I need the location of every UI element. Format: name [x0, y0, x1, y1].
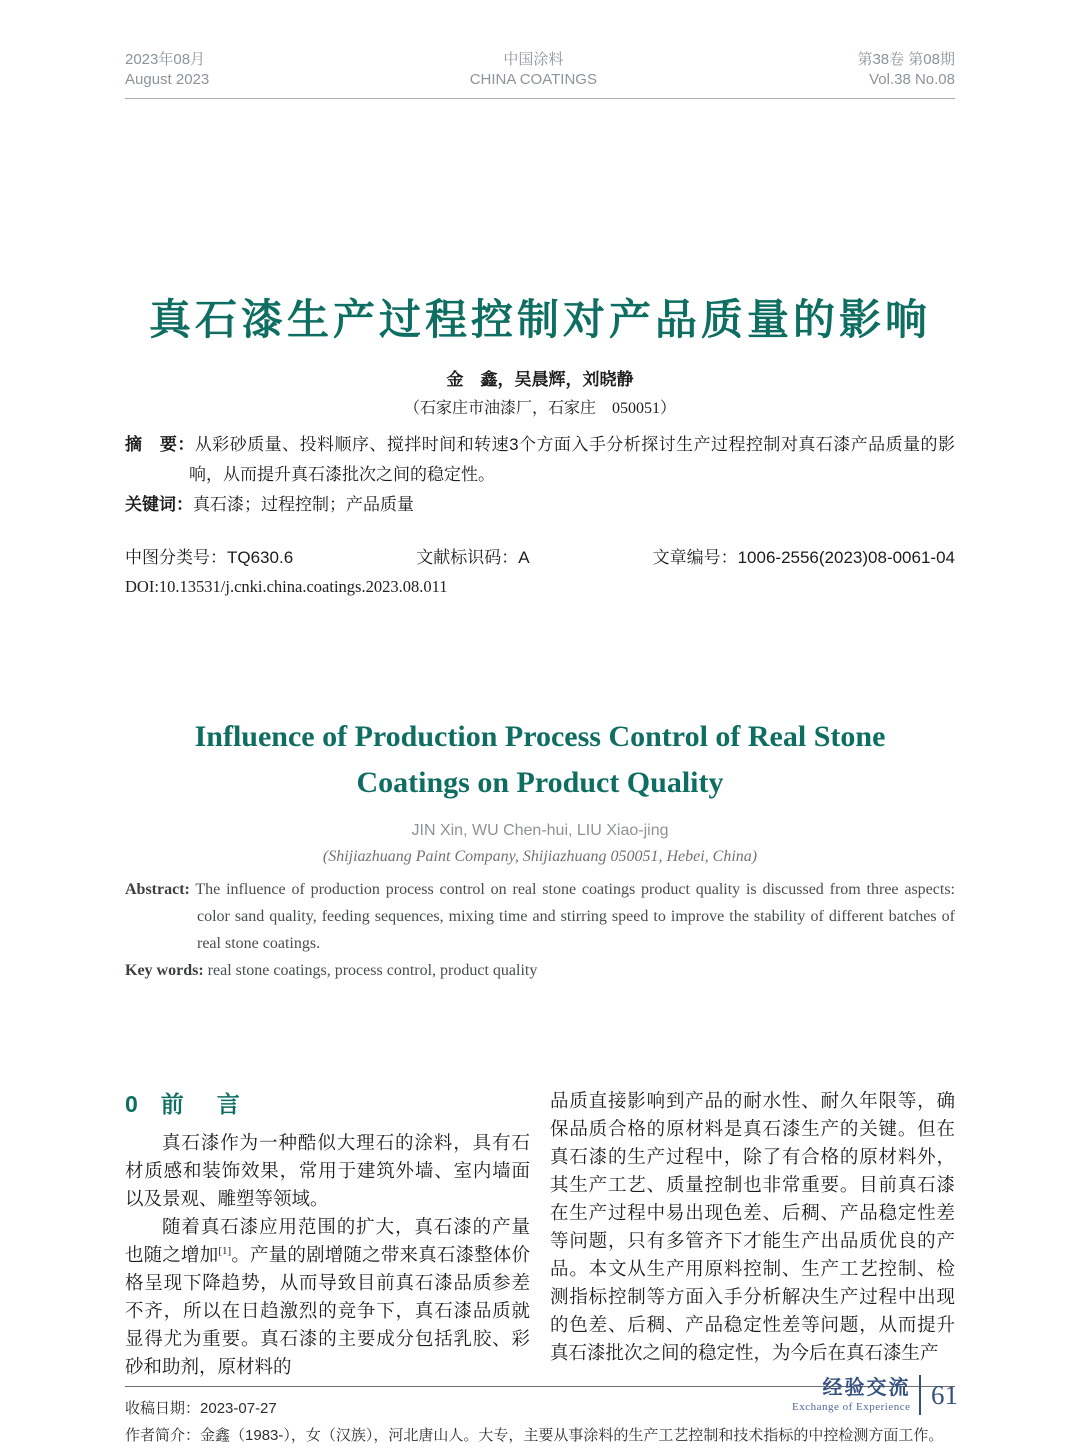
- doc-code-label: 文献标识码：: [416, 548, 519, 567]
- body-paragraph-1: 真石漆作为一种酷似大理石的涂料，具有石材质感和装饰效果，常用于建筑外墙、室内墙面以及景观、雕塑等领域。: [125, 1134, 530, 1210]
- article-title-zh: 真石漆生产过程控制对产品质量的影响: [148, 296, 931, 343]
- running-head: [125, 0, 955, 99]
- journal-name-en: CHINA COATINGS: [469, 71, 597, 88]
- keywords-label-zh: 关键词：: [125, 495, 193, 514]
- author-bio-label: 作者简介：: [125, 1427, 201, 1444]
- article-title-en-line2: Coatings on Product Quality: [356, 766, 724, 799]
- abstract-label-zh: 摘 要：: [125, 435, 195, 454]
- article-id: [653, 546, 955, 570]
- volume-issue: [857, 50, 955, 90]
- clc-number: [125, 546, 293, 570]
- affiliation-en: (Shijiazhuang Paint Company, Shijiazhuang 050051, Hebei, China): [322, 848, 758, 865]
- keywords-label-en: Key words:: [125, 962, 204, 979]
- paragraph-2-text-cont: 。产量的剧增随之带来真石漆整体价格呈现下降趋势，从而导致目前真石漆品质参差不齐，所以在日趋激烈的竞争下，真石漆品质就显得尤为重要。真石漆的主要成分包括乳胶、彩砂和助剂，原材料的: [125, 1246, 530, 1378]
- volume-issue-zh: 第38卷 第08期: [857, 51, 955, 68]
- received-date-label: 收稿日期：: [125, 1400, 201, 1417]
- article-title-en-line1: Influence of Production Process Control of Real Stone: [194, 720, 886, 753]
- section-title: 前 言: [160, 1091, 245, 1117]
- article-title-en: [125, 714, 955, 806]
- abstract-text-en: The influence of production process control on real stone coatings product quality is discussed from three aspects: color sand quality, feeding sequences, mixing time and stirring speed to improve the stability of different batches of real stone coatings.: [189, 881, 955, 952]
- abstract-label-en: Abstract:: [125, 881, 190, 898]
- article-id-label: 文章编号：: [652, 548, 738, 567]
- author-bio: [125, 1422, 955, 1449]
- left-column: [125, 1088, 530, 1382]
- received-date-value: 2023-07-27: [200, 1400, 277, 1417]
- citation-ref-1: [1]: [218, 1244, 232, 1257]
- paragraph-2-text: 随着真石漆应用范围的扩大，真石漆的产量也随之增加: [125, 1218, 530, 1266]
- keywords-en: [125, 957, 955, 984]
- issue-date-en: August 2023: [125, 71, 210, 88]
- doc-code-value: A: [518, 548, 530, 567]
- journal-name: [470, 50, 597, 90]
- volume-issue-en: Vol.38 No.08: [869, 71, 955, 88]
- body-paragraph-2: [125, 1214, 530, 1382]
- authors-en: JIN Xin, WU Chen-hui, LIU Xiao-jing: [411, 822, 669, 839]
- body-paragraph-2-continued: 品质直接影响到产品的耐水性、耐久年限等，确保品质合格的原材料是真石漆生产的关键。但在真石漆的生产过程中，除了有合格的原材料外，其生产工艺、质量控制也非常重要。目前真石漆在生产过程中易出现色差、后稠、产品稳定性差等问题，只有多管齐下才能生产出品质优良的产品。本文从生产用原料控制、生产工艺控制、检测指标控制等方面入手分析解决生产过程中出现的色差、后稠、产品稳定性差等问题，从而提升真石漆批次之间的稳定性，为今后在真石漆生产: [550, 1092, 955, 1364]
- keywords-text-en: real stone coatings, process control, product quality: [203, 962, 538, 979]
- column-name-zh: 经验交流: [822, 1377, 911, 1399]
- footer-divider: [919, 1375, 922, 1415]
- clc-label: 中图分类号：: [125, 548, 227, 567]
- page-number: 61: [931, 1380, 958, 1410]
- issue-date-zh: 2023年08月: [125, 51, 206, 68]
- right-column: [550, 1088, 955, 1382]
- clc-value: TQ630.6: [227, 548, 294, 567]
- classification-row: [125, 546, 955, 570]
- keywords-text-zh: 真石漆；过程控制；产品质量: [193, 495, 414, 514]
- section-heading-0: [125, 1088, 530, 1120]
- section-number: 0: [125, 1091, 143, 1117]
- author-bio-value: 金鑫（1983-），女（汉族），河北唐山人。大专，主要从事涂料的生产工艺控制和技术指标的中控检测方面工作。: [200, 1427, 944, 1444]
- abstract-block-zh: [125, 430, 955, 520]
- journal-name-zh: 中国涂料: [503, 51, 564, 68]
- keywords-zh: [125, 490, 955, 520]
- doi: DOI:10.13531/j.cnki.china.coatings.2023.08.011: [125, 577, 448, 596]
- authors-zh: 金 鑫，吴晨辉，刘晓静: [446, 370, 634, 389]
- column-name-en: Exchange of Experience: [792, 1401, 911, 1413]
- abstract-en: [125, 876, 955, 957]
- issue-date: [125, 50, 209, 90]
- page-footer: [792, 1375, 958, 1415]
- column-name: [792, 1376, 911, 1414]
- abstract-zh: [125, 430, 955, 490]
- abstract-block-en: [125, 876, 955, 984]
- abstract-text-zh: 从彩砂质量、投料顺序、搅拌时间和转速3个方面入手分析探讨生产过程控制对真石漆产品质量的影响，从而提升真石漆批次之间的稳定性。: [189, 435, 956, 484]
- article-id-value: 1006-2556(2023)08-0061-04: [737, 548, 955, 567]
- document-code: [416, 546, 529, 570]
- affiliation-zh: （石家庄市油漆厂，石家庄 050051）: [403, 400, 676, 417]
- article-body: [125, 1088, 955, 1382]
